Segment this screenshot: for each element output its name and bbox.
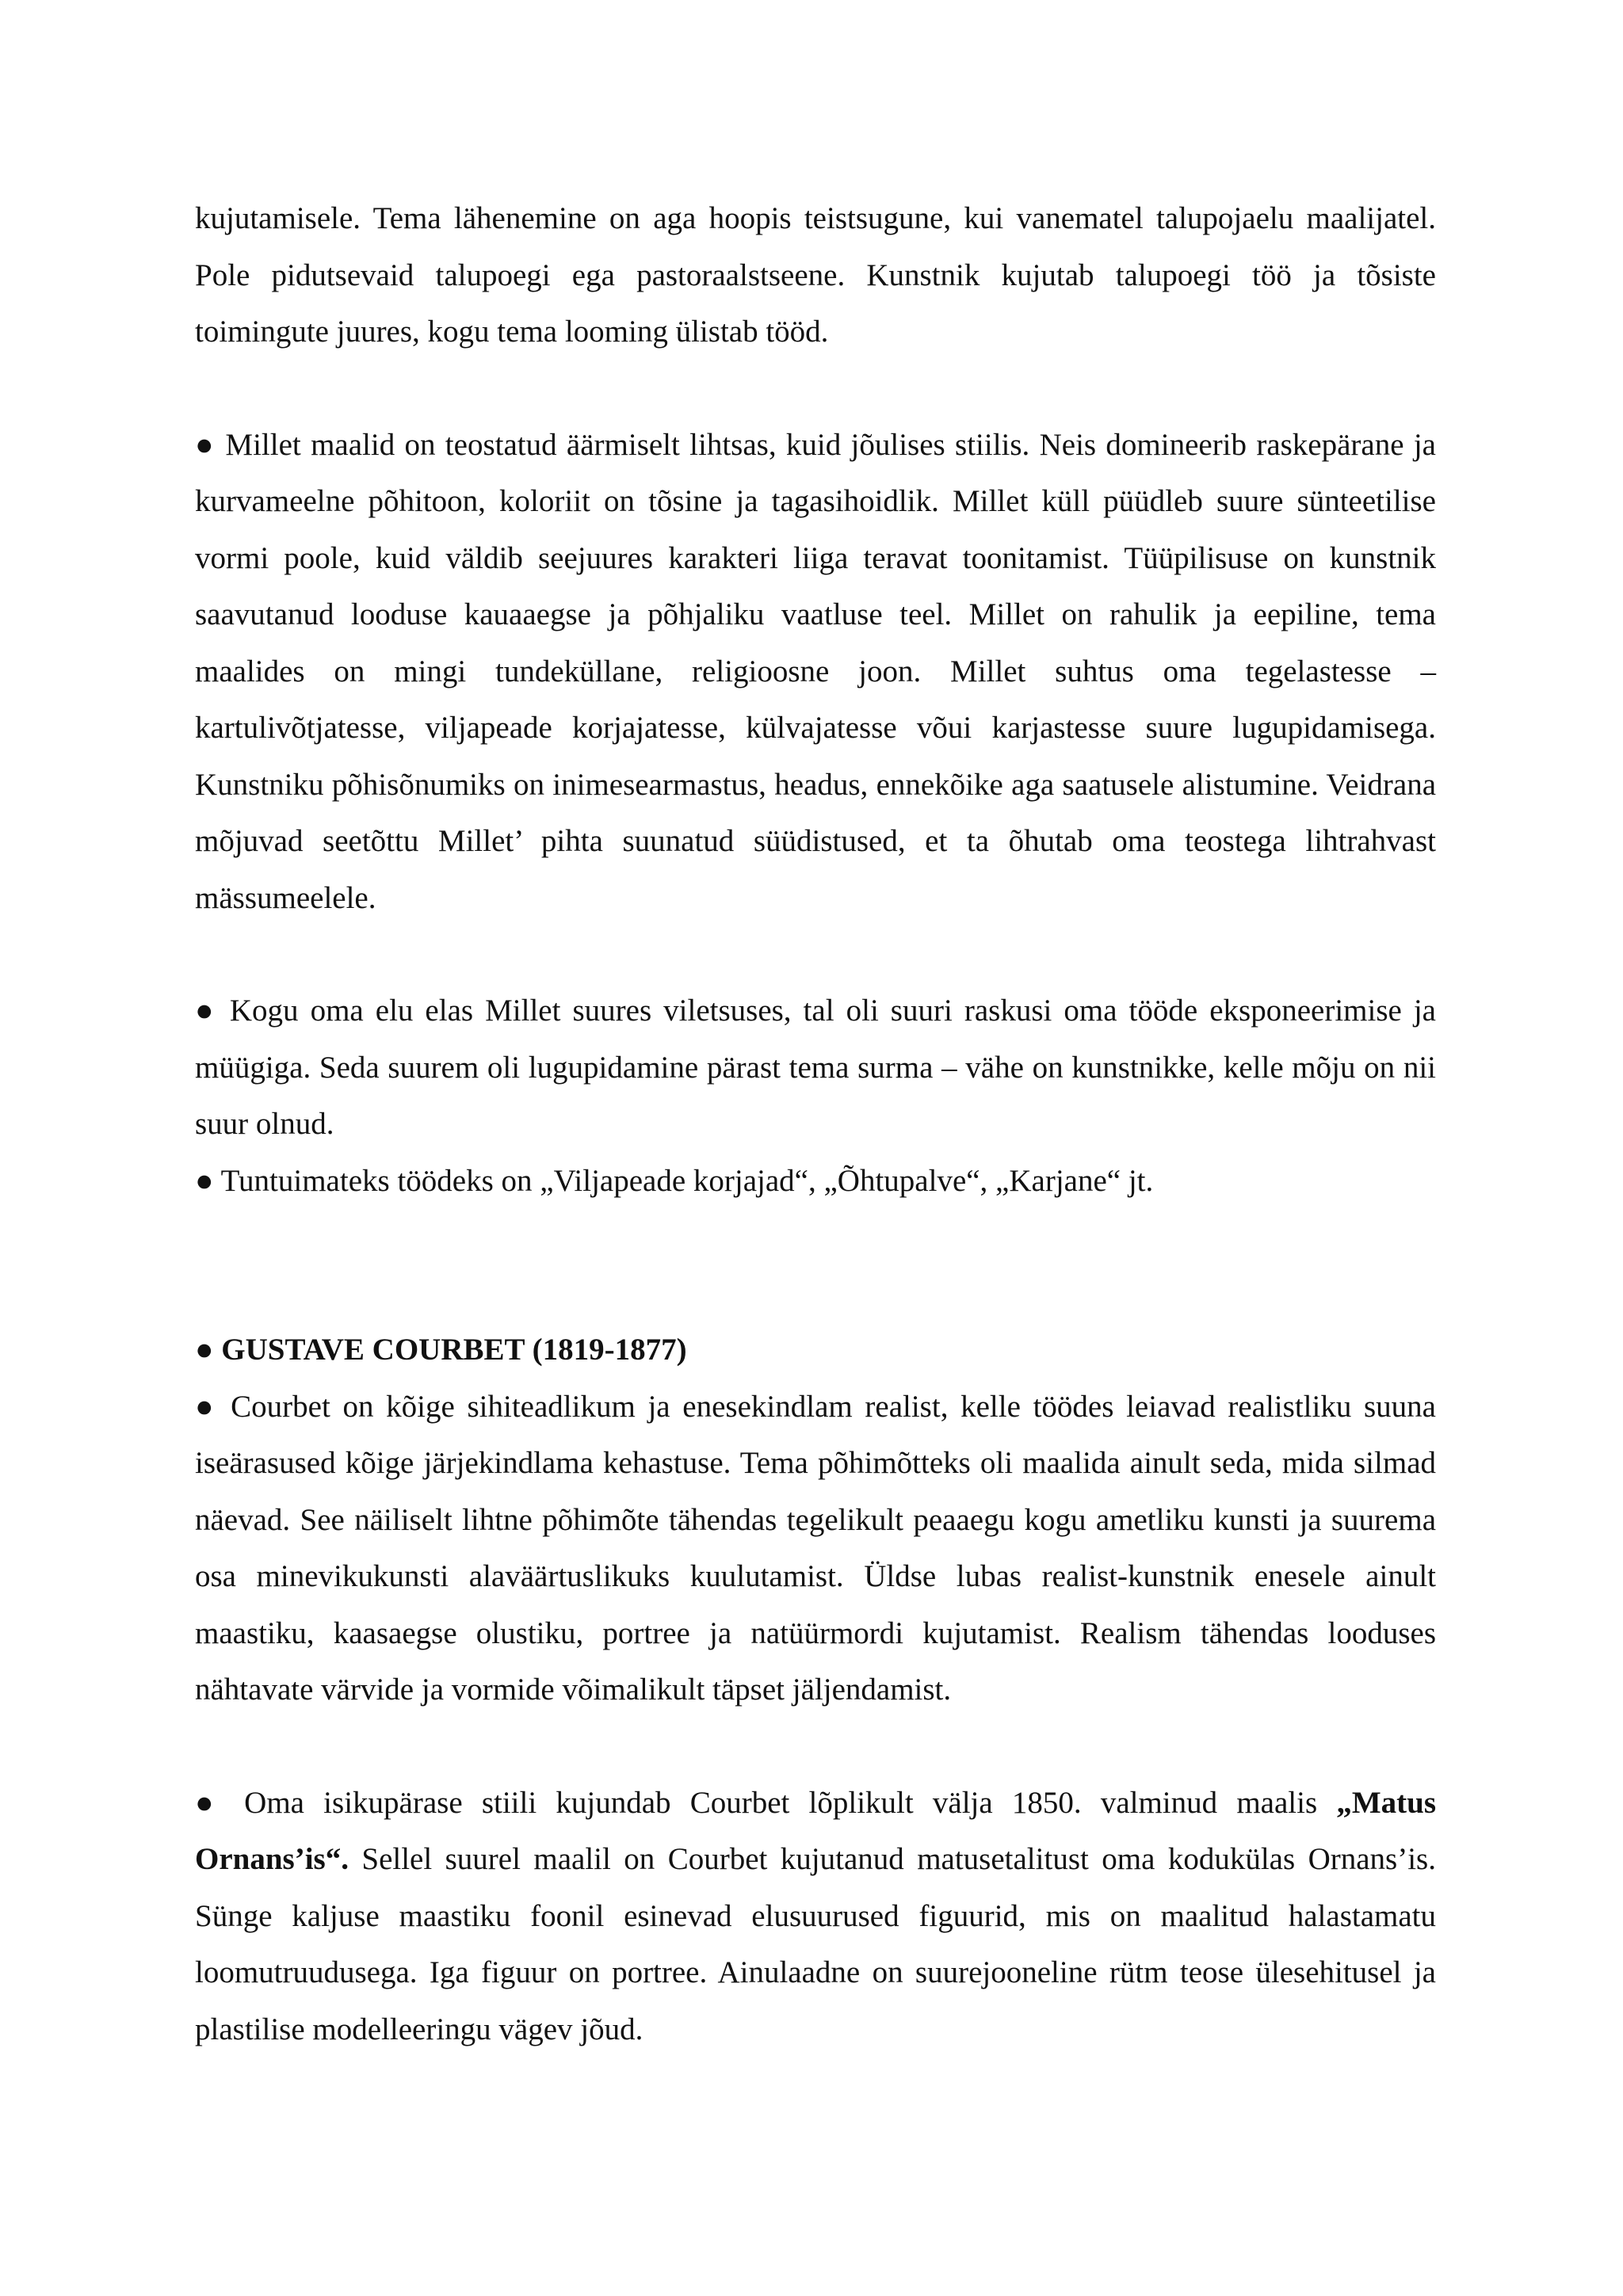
paragraph-courbet-matus xyxy=(195,1775,1436,2058)
paragraph-courbet-realism: ● Courbet on kõige sihiteadlikum ja enesekindlam realist, kelle töödes leiavad realistliku suuna iseärasused kõige järjekindlama kehastuse. Tema põhimõtteks oli maalida ainult seda, mida silmad näevad. See näiliselt lihtne põhimõte tähendas tegelikult peaaegu kogu ametliku kunsti ja suurema osa minevikukunsti alaväärtuslikuks kuulutamist. Üldse lubas realist-kunstnik enesele ainult maastiku, kaasaegse olustiku, portree ja natüürmordi kujutamist. Realism tähendas looduses nähtavate värvide ja vormide võimalikult täpset jäljendamist. xyxy=(195,1389,1436,1707)
paragraph-millet-life: ● Kogu oma elu elas Millet suures viletsuses, tal oli suuri raskusi oma tööde eksponeerimise ja müügiga. Seda suurem oli lugupidamine pärast tema surma – vähe on kunstnikke, kelle mõju on nii suur olnud. xyxy=(195,994,1436,1141)
paragraph-courbet-matus-start: ● Oma isikupärase stiili kujundab Courbet lõplikult välja 1850. valminud maalis xyxy=(195,1785,1337,1820)
section-heading-courbet: ● GUSTAVE COURBET (1819-1877) xyxy=(195,1333,687,1367)
painting-title-matus-ornans: „Matus Ornans’is“. xyxy=(195,1785,1436,1876)
document-body xyxy=(195,190,1436,2058)
paragraph-intro: kujutamisele. Tema lähenemine on aga hoopis teistsugune, kui vanematel talupojaelu maalijatel. Pole pidutsevaid talupoegi ega pastoraalstseene. Kunstnik kujutab talupoegi töö ja tõsiste toimingute juures, kogu tema looming ülistab tööd. xyxy=(195,201,1436,349)
paragraph-millet-style: ● Millet maalid on teostatud äärmiselt lihtsas, kuid jõulises stiilis. Neis domineerib raskepärane ja kurvameelne põhitoon, koloriit on tõsine ja tagasihoidlik. Millet küll püüdleb suure sünteetilise vormi poole, kuid väldib seejuures karakteri liiga teravat toonitamist. Tüüpilisuse on kunstnik saavutanud looduse kauaaegse ja põhjaliku vaatluse teel. Millet on rahulik ja eepiline, tema maalides on mingi tundeküllane, religioosne joon. Millet suhtus oma tegelastesse – kartulivõtjatesse, viljapeade korjajatesse, külvajatesse võui karjastesse suure lugupidamisega. Kunstniku põhisõnumiks on inimesearmastus, headus, ennekõike aga saatusele alistumine. Veidrana mõjuvad seetõttu Millet’ pihta suunatud süüdistused, et ta õhutab oma teostega lihtrahvast mässumeelele. xyxy=(195,427,1436,915)
paragraph-millet-works: ● Tuntuimateks töödeks on „Viljapeade korjajad“, „Õhtupalve“, „Karjane“ jt. xyxy=(195,1163,1154,1198)
paragraph-courbet-matus-end: Sellel suurel maalil on Courbet kujutanud matusetalitust oma kodukülas Ornans’is. Sünge kaljuse maastiku foonil esinevad elusuurused figuurid, mis on maalitud halastamatu loomutruudusega. Iga figuur on portree. Ainulaadne on suurejooneline rütm teose ülesehitusel ja plastilise modelleeringu vägev jõud. xyxy=(195,1842,1436,2046)
